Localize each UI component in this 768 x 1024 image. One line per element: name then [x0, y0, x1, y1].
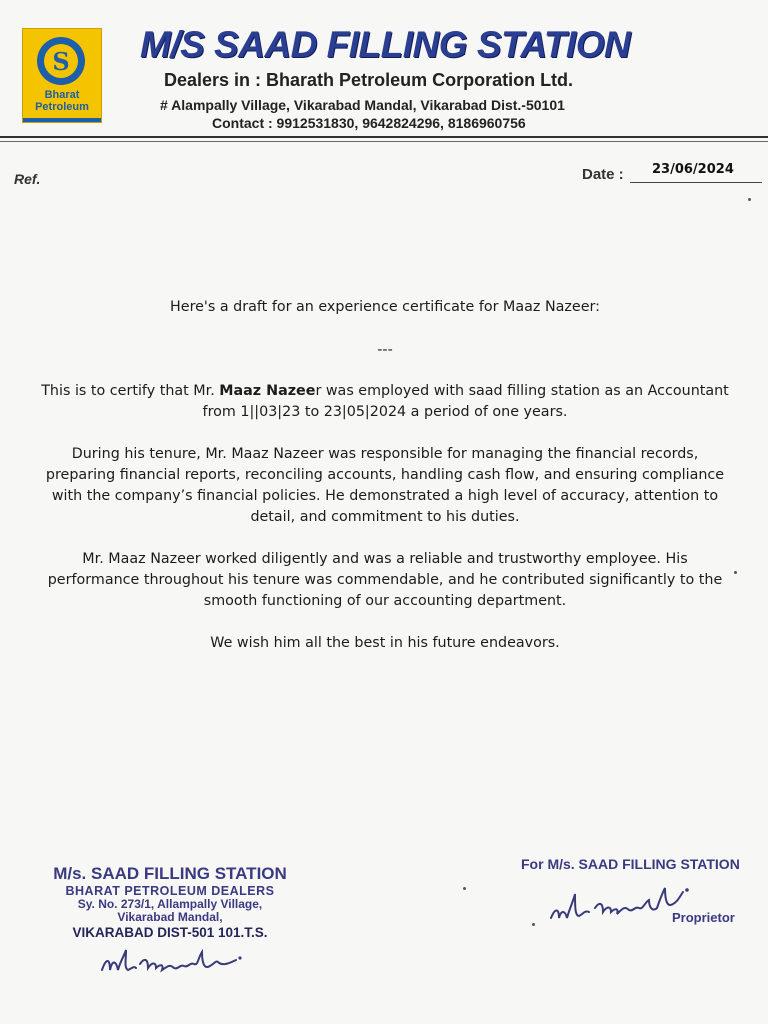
intro-line: Here's a draft for an experience certificate for Maaz Nazeer:: [170, 299, 600, 315]
paper-speck: [748, 198, 751, 201]
certify-text-end: r was employed with saad filling station as an Accountant from 1||03|23 to 23|05|2024 a period of one years.: [202, 383, 729, 420]
dealers-line: Dealers in : Bharath Petroleum Corporation Ltd.: [164, 70, 574, 90]
stamp-mandal: Vikarabad Mandal,: [117, 910, 223, 924]
paper-speck: [734, 571, 737, 574]
separator: ---: [377, 342, 393, 358]
address-line: # Alampally Village, Vikarabad Mandal, Vikarabad Dist.-50101: [160, 97, 565, 113]
logo-brand-text: Bharat Petroleum: [35, 89, 89, 113]
paper-speck: [463, 887, 466, 890]
proprietor-label: Proprietor: [672, 910, 735, 925]
stamp-district: VIKARABAD DIST-501 101.T.S.: [72, 925, 268, 940]
date-value: 23/06/2024: [652, 162, 734, 177]
date-label: Date :: [582, 166, 624, 183]
stamp-address: Sy. No. 273/1, Allampally Village,: [77, 897, 263, 911]
for-station-line: For M/s. SAAD FILLING STATION: [521, 856, 740, 872]
contact-line: Contact : 9912531830, 9642824296, 8186960756: [212, 115, 526, 131]
station-name-heading: M/S SAAD FILLING STATION: [140, 24, 631, 65]
header-divider: [0, 136, 768, 138]
signature-left: [98, 940, 248, 980]
employee-name-bold: Maaz Nazee: [219, 383, 316, 399]
bharat-petroleum-logo: [22, 28, 102, 123]
logo-emblem-icon: S: [37, 37, 85, 85]
paragraph-wishes: We wish him all the best in his future endeavors.: [210, 635, 560, 651]
date-underline: [630, 182, 762, 183]
paragraph-performance: Mr. Maaz Nazeer worked diligently and was a reliable and trustworthy employee. His performance throughout his tenure was commendable, and he contributed significantly to the smooth functioning of our accounting department.: [47, 551, 723, 609]
paragraph-responsibilities: During his tenure, Mr. Maaz Nazeer was responsible for managing the financial records, preparing financial reports, reconciling accounts, handling cash flow, and ensuring compliance with the company’s financial policies. He demonstrated a high level of accuracy, attention to detail, and commitment to his duties.: [45, 446, 725, 525]
stamp-station-name: M/s. SAAD FILLING STATION: [53, 864, 287, 883]
header-divider-thin: [0, 141, 768, 142]
certify-text-start: This is to certify that Mr.: [41, 383, 220, 399]
paper-speck: [532, 923, 535, 926]
ref-label: Ref.: [14, 171, 41, 187]
dealer-stamp: [50, 864, 290, 941]
stamp-dealers: BHARAT PETROLEUM DEALERS: [65, 884, 275, 898]
paragraph-certify: [40, 381, 730, 423]
